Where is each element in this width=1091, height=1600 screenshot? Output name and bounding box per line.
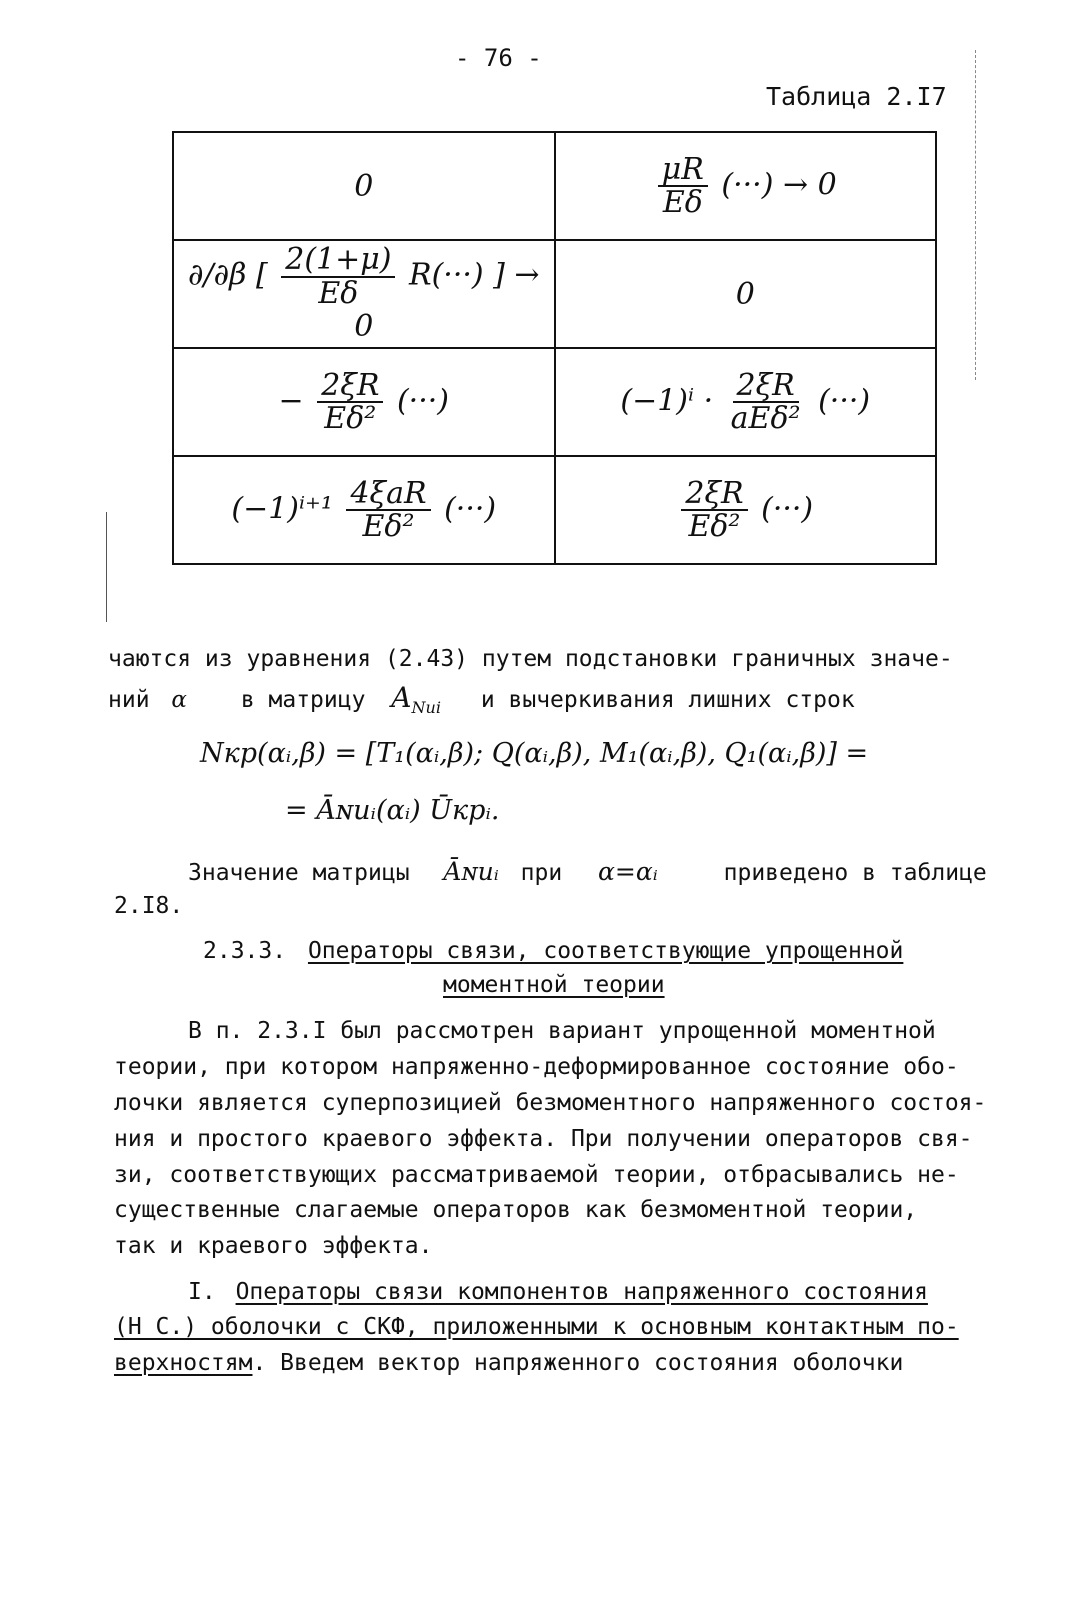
fraction xyxy=(727,367,805,436)
text-line xyxy=(188,857,987,886)
alpha-symbol: α xyxy=(171,687,187,713)
text-fragment: . Введем вектор напряженного состояния оболочки xyxy=(252,1350,904,1376)
table-row xyxy=(173,132,936,240)
text-line xyxy=(108,681,855,717)
table-cell-r1c1 xyxy=(173,132,555,240)
fraction-denominator: Eδ xyxy=(318,275,359,311)
table-cell-r2c1 xyxy=(173,240,555,348)
scan-edge-line xyxy=(975,50,976,380)
fraction xyxy=(346,475,430,544)
underlined-text: (Н С.) оболочки с СКФ, приложенными к основным контактным по- xyxy=(114,1314,959,1340)
text-fragment: и вычеркивания лишних строк xyxy=(480,687,855,713)
formula-tail: (···) → 0 xyxy=(721,167,837,202)
cell-zero: 0 xyxy=(354,168,374,204)
text-fragment: ний xyxy=(108,687,150,713)
text-line xyxy=(188,1279,928,1305)
formula-tail: (···) xyxy=(396,383,449,418)
text-fragment: Значение матрицы xyxy=(188,860,410,886)
table-row xyxy=(173,456,936,564)
formula-tail: (···) xyxy=(761,491,814,526)
fraction xyxy=(658,151,708,220)
equation-line-1: Nкр(αᵢ,β) = [T₁(αᵢ,β); Q(αᵢ,β), M₁(αᵢ,β), Q₁(αᵢ,β)] = xyxy=(200,738,869,769)
matrix-symbol: A xyxy=(391,681,412,714)
table-row xyxy=(173,348,936,456)
formula-table xyxy=(172,131,937,565)
text-line: так и краевого эффекта. xyxy=(114,1233,433,1259)
fraction-numerator: 4ξaR xyxy=(346,478,430,512)
section-title: Операторы связи, соответствующие упрощенной xyxy=(307,938,904,964)
section-number: 2.3.3. xyxy=(203,938,287,964)
scan-margin-line xyxy=(106,512,107,622)
fraction-numerator: 2ξR xyxy=(317,370,383,404)
text-line xyxy=(114,1350,903,1376)
underlined-text: Операторы связи компонентов напряженного состояния xyxy=(235,1279,928,1305)
fraction-denominator: Eδ² xyxy=(324,401,377,436)
table-row xyxy=(173,240,936,348)
formula-tail: (···) xyxy=(444,491,497,526)
text-fragment: приведено в таблице xyxy=(723,860,987,886)
fraction-numerator: 2(1+μ) xyxy=(281,244,395,278)
item-number: I. xyxy=(188,1279,216,1305)
formula-prefix: − xyxy=(278,383,304,418)
formula-tail: R(···) ] → 0 xyxy=(354,257,540,344)
text-line: чаются из уравнения (2.43) путем подстановки граничных значе- xyxy=(108,646,953,672)
formula-prefix: ∂/∂β [ xyxy=(187,257,268,293)
table-cell-r2c2 xyxy=(555,240,937,348)
underlined-text: верхностям xyxy=(114,1350,253,1376)
section-title-continued: моментной теории xyxy=(443,972,665,998)
table-cell-r4c2 xyxy=(555,456,937,564)
table-caption: Таблица 2.I7 xyxy=(766,82,947,111)
text-line: существенные слагаемые операторов как безмоментной теории, xyxy=(114,1197,918,1223)
fraction xyxy=(681,475,747,544)
formula-tail: (···) xyxy=(818,383,871,418)
table-cell-r3c2 xyxy=(555,348,937,456)
formula-prefix: (−1)ⁱ⁺¹ xyxy=(231,491,333,526)
fraction-numerator: 2ξR xyxy=(681,478,747,512)
text-fragment: при xyxy=(520,860,563,886)
cell-zero: 0 xyxy=(735,276,755,312)
fraction-numerator: 2ξR xyxy=(733,370,799,404)
text-line: теории, при котором напряженно-деформированное состояние обо- xyxy=(114,1054,959,1080)
text-line: лочки является суперпозицией безмоментного напряженного состоя- xyxy=(114,1090,987,1116)
fraction-denominator: aEδ² xyxy=(730,401,801,436)
formula-prefix: (−1)ⁱ · xyxy=(620,383,714,418)
section-heading xyxy=(203,938,903,964)
text-fragment: в матрицу xyxy=(240,687,366,713)
text-line: ния и простого краевого эффекта. При получении операторов свя- xyxy=(114,1126,973,1152)
table-cell-r1c2 xyxy=(555,132,937,240)
matrix-symbol: Āɴuᵢ xyxy=(443,857,499,886)
matrix-subscript: Nui xyxy=(411,697,441,717)
fraction-denominator: Eδ² xyxy=(362,509,415,544)
fraction-denominator: Eδ xyxy=(662,185,703,220)
fraction xyxy=(281,244,395,309)
text-line: зи, соответствующих рассматриваемой теории, отбрасывались не- xyxy=(114,1162,959,1188)
table-cell-r3c1 xyxy=(173,348,555,456)
fraction-denominator: Eδ² xyxy=(688,509,741,544)
fraction-numerator: μR xyxy=(658,154,708,188)
table-cell-r4c1 xyxy=(173,456,555,564)
condition-symbol: α=αᵢ xyxy=(598,857,658,886)
fraction xyxy=(317,367,383,436)
text-line: В п. 2.3.I был рассмотрен вариант упрощенной моментной xyxy=(188,1018,936,1044)
page-number: - 76 - xyxy=(455,44,542,72)
equation-line-2: = Āɴuᵢ(αᵢ) Ūкрᵢ. xyxy=(285,795,500,826)
text-line: 2.I8. xyxy=(114,893,184,919)
